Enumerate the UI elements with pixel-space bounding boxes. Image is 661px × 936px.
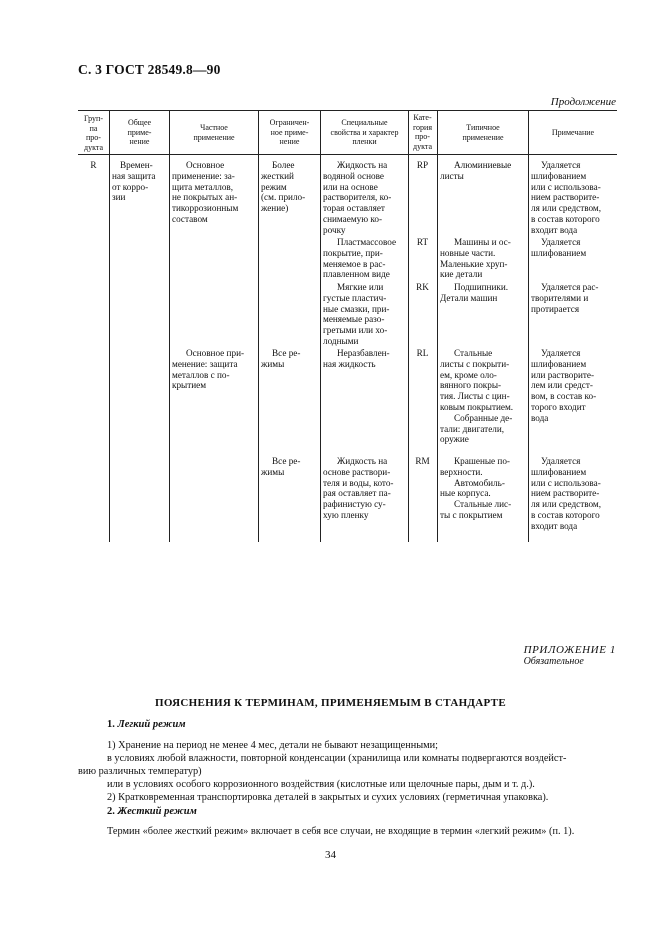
cell-particular-use-2: Основное при- менение: защита металлов с по- крытием bbox=[172, 348, 245, 391]
cell-particular-use-1: Основное применение: за- щита металлов, не покрытых ан- тикоррозионным составом bbox=[172, 160, 239, 224]
column-header-product-group: Груп- па про- дукта bbox=[84, 114, 103, 152]
column-header-note: Примечание bbox=[551, 128, 595, 137]
cell-note: Удаляется шлифованием или с использова- нием растворите- ля или средством, в состав которого входит вода bbox=[531, 456, 602, 531]
table-header-rule bbox=[78, 154, 617, 155]
table-continuation-label: Продолжение bbox=[550, 96, 616, 108]
page-number: 34 bbox=[325, 849, 336, 861]
column-divider bbox=[408, 110, 409, 542]
column-divider bbox=[528, 110, 529, 542]
cell-typical-use: Крашеные по- верхности. Автомобиль- ные корпуса. Стальные лис- ты с покрытием bbox=[440, 456, 512, 520]
paragraph: Термин «более жесткий режим» включает в себя все случаи, не входящие в термин «легкий режим» (п. 1). bbox=[107, 826, 575, 837]
column-header-typical-use: Типичное применение bbox=[462, 123, 504, 142]
cell-properties: Пластмассовое покрытие, при- меняемое в рас- плавленном виде bbox=[323, 237, 397, 280]
column-header-restricted-use: Ограничен- ное приме- нение bbox=[269, 118, 310, 146]
paragraph: 2) Кратковременная транспортировка деталей в закрытых и сухих условиях (герметичная упаковка). bbox=[107, 792, 549, 803]
column-divider bbox=[320, 110, 321, 542]
subsection-heading: 1. Легкий режим bbox=[107, 719, 186, 730]
table-top-rule bbox=[78, 110, 617, 111]
cell-restricted-use-3: Все ре- жимы bbox=[261, 456, 301, 477]
cell-typical-use: Машины и ос- новные части. Маленькие хруп- кие детали bbox=[440, 237, 511, 280]
cell-note: Удаляется шлифованием bbox=[531, 237, 587, 258]
paragraph: 1) Хранение на период не менее 4 мес, детали не бывают незащищенными; bbox=[107, 740, 439, 751]
appendix-title: ПРИЛОЖЕНИЕ 1 bbox=[523, 644, 616, 656]
cell-properties: Неразбавлен- ная жидкость bbox=[323, 348, 390, 369]
cell-properties: Жидкость на водяной основе или на основе растворителя, ко- торая оставляет снимаемую ко- рочку bbox=[323, 160, 392, 235]
cell-category: RM bbox=[415, 456, 430, 466]
cell-product-group: R bbox=[90, 160, 97, 170]
cell-note: Удаляется рас- творителями и протирается bbox=[531, 282, 599, 314]
cell-note: Удаляется шлифованием или с использова- нием растворите- ля или средством, в состав которого входит вода bbox=[531, 160, 602, 235]
document-header: С. 3 ГОСТ 28549.8—90 bbox=[78, 62, 221, 77]
cell-category: RK bbox=[416, 282, 429, 292]
appendix-label bbox=[524, 644, 616, 667]
appendix-subtitle: Обязательное bbox=[523, 656, 584, 667]
column-header-general-use: Общее приме- нение bbox=[127, 118, 152, 146]
cell-category: RL bbox=[416, 348, 429, 358]
column-header-category: Кате- гория про- дукта bbox=[412, 113, 433, 151]
cell-category: RP bbox=[416, 160, 429, 170]
cell-restricted-use-2: Все ре- жимы bbox=[261, 348, 301, 369]
subsection-heading: 2. Жесткий режим bbox=[107, 806, 197, 817]
cell-properties: Мягкие или густые пластич- ные смазки, при- меняемые разо- гретыми или хо- лодными bbox=[323, 282, 390, 346]
column-header-properties: Специальные свойства и характер пленки bbox=[330, 118, 399, 146]
cell-note: Удаляется шлифованием или растворите- лем или средст- вом, в состав ко- торого входит вода bbox=[531, 348, 597, 423]
column-header-particular-use: Частное применение bbox=[193, 123, 235, 142]
cell-category: RT bbox=[416, 237, 429, 247]
column-divider bbox=[109, 110, 110, 542]
paragraph: вию различных температур) bbox=[78, 766, 202, 777]
section-title: ПОЯСНЕНИЯ К ТЕРМИНАМ, ПРИМЕНЯЕМЫМ В СТАНДАРТЕ bbox=[155, 697, 506, 709]
paragraph: или в условиях особого коррозионного воздействия (кислотные или щелочные пары, дым и т. д.). bbox=[107, 779, 535, 790]
column-divider bbox=[437, 110, 438, 542]
paragraph: в условиях любой влажности, повторной конденсации (хранилища или комнаты подвергаются воздейст- bbox=[107, 753, 567, 764]
cell-typical-use: Стальные листы с покрыти- ем, кроме оло- вянного покры- тия. Листы с цин- ковым покрытием. Собранные де- тали: двигатели, оружие bbox=[440, 348, 514, 445]
cell-typical-use: Подшипники. Детали машин bbox=[440, 282, 509, 303]
cell-general-use: Времен- ная защита от корро- зии bbox=[112, 160, 156, 203]
cell-properties: Жидкость на основе раствори- теля и воды, кото- рая оставляет па- рафинистую су- хую пленку bbox=[323, 456, 394, 520]
column-divider bbox=[258, 110, 259, 542]
cell-restricted-use-1: Более жесткий режим (см. прило- жение) bbox=[261, 160, 306, 214]
cell-typical-use: Алюминиевые листы bbox=[440, 160, 512, 181]
column-divider bbox=[169, 110, 170, 542]
